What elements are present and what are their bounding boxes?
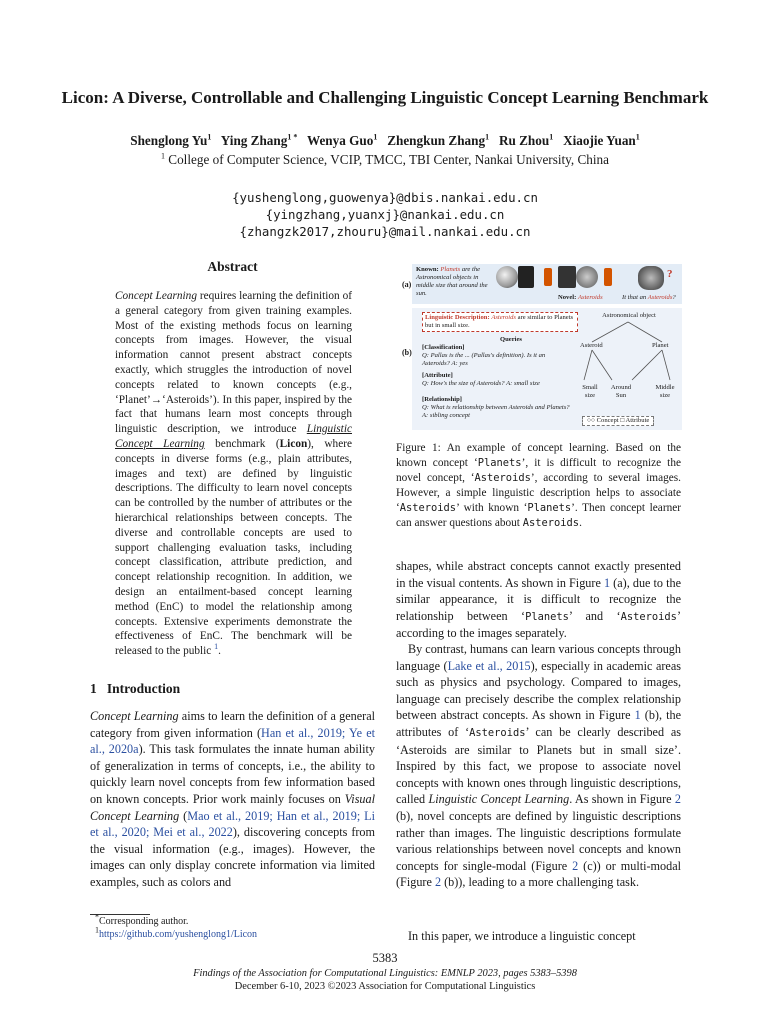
footnote-link[interactable]: 1 <box>214 642 219 652</box>
body-text: (b), the attributes of ‘ <box>396 708 681 739</box>
citation-link[interactable]: Lake et al., 2015 <box>447 658 531 673</box>
caption-text: ’, according to several images. However, a simple linguistic description helps to associate ‘ <box>396 472 681 514</box>
intro-text: ), discovering concepts from the visual information (e.g., images). However, the images can only display concrete information via limited examples, such as colors and <box>90 825 376 889</box>
queries-heading: Queries <box>500 336 522 343</box>
author-name: Ying Zhang <box>220 133 288 148</box>
footnote-mark: 1 <box>95 925 99 935</box>
known-description <box>416 266 496 298</box>
tree-leaf: Around Sun <box>610 384 632 399</box>
body-text: shapes, while abstract concepts cannot exactly presented in the visual contents. As shown in Figure <box>396 559 681 590</box>
author-sup: 1 <box>485 132 490 142</box>
question-text <box>622 294 676 302</box>
body-text: (c)) or multi-modal (Figure <box>396 858 681 890</box>
affiliation <box>40 152 730 168</box>
intro-text: ). This task formulates the innate human ability of generalization in terms of concepts, i.e., the ability to quickly learn novel concepts from few information based on known concepts. Prior work mainly focuses on <box>90 742 375 806</box>
author-name: Xiaojie Yuan <box>563 133 636 148</box>
planet-image-2 <box>518 266 534 288</box>
caption-code: Asteroids <box>474 472 531 484</box>
panel-a <box>412 264 682 304</box>
known-concept: Planets <box>440 266 461 273</box>
section-title: Introduction <box>106 681 181 696</box>
legend-concept: Concept <box>596 417 619 424</box>
panel-a-label: (a) <box>402 280 412 289</box>
author-name: Zhengkun Zhang <box>387 133 486 148</box>
legend-attribute: Attribute <box>625 417 650 424</box>
panel-b <box>412 308 682 430</box>
linguistic-description-box <box>422 312 578 332</box>
ld-label: Linguistic Description: <box>425 314 490 321</box>
footnote-2 <box>90 925 375 941</box>
abstract-text: benchmark ( <box>215 437 280 450</box>
asteroid-image-1 <box>558 266 576 288</box>
author-sup: 1 <box>373 132 378 142</box>
intro-paragraph <box>90 708 375 891</box>
caption-text: ’, it is difficult to recognize the novel concept, ‘ <box>396 457 681 484</box>
ld-text: are similar to Planets but in small size. <box>425 314 574 329</box>
abstract-lead: Concept Learning <box>115 290 197 302</box>
query-attr-head: [Attribute] <box>422 372 453 379</box>
ld-concept: Asteroids <box>491 314 516 321</box>
asteroid-image-2 <box>576 266 598 288</box>
query-attr-text: Q: How's the size of Asteroids? A: small size <box>422 380 540 387</box>
figure-ref-link[interactable]: 2 <box>434 875 442 890</box>
citation-link[interactable]: Han et al., 2019; Ye et al., 2020a <box>90 725 375 757</box>
novel-concept: Asteroids <box>577 294 603 301</box>
footer-date: December 6-10, 2023 ©2023 Association for Computational Linguistics <box>234 981 536 992</box>
author-sup: 1 <box>549 132 554 142</box>
query-rel-text: Q: What is relationship between Asteroids and Planets? A: sibling concept <box>422 404 570 419</box>
planet-image-1 <box>496 266 518 288</box>
abstract-text: requires learning the definition of a general category from given training examples. Most of the existing methods focus on learning concepts from images. However, the visual information cannot present abstract concepts exactly, which struggles the introduction of novel concepts related to known concepts (e.g., ‘Planet’→‘Asteroids’). In this paper, inspired by the fact that humans learn most concepts through linguistic description, we introduce <box>115 290 352 436</box>
query-class-head: [Classification] <box>422 344 465 351</box>
tree-node-planet: Planet <box>652 342 669 349</box>
figure-caption <box>396 441 681 531</box>
body-code: Planets <box>525 610 569 623</box>
query-class-text: Q: Pallas is the ... (Pallas's definition). Is it an Asteroids? A: yes <box>422 352 546 367</box>
body-text: (a), due to the similar appearance, it is difficult to recognize the relationship between ‘ <box>396 575 682 623</box>
novel-bold: Novel: <box>558 294 577 301</box>
section-heading <box>90 681 180 697</box>
body-text: ’ can be clearly described as ‘Asteroids are similar to Planets but in small size’. Inspired by this fact, we propose to associate novel concepts with known ones through linguistic descriptions, called <box>396 724 681 807</box>
author-list <box>40 133 730 149</box>
footnote-1 <box>90 912 375 928</box>
caption-text: . <box>579 517 582 529</box>
abstract-end: . <box>218 645 221 658</box>
paper-title: Licon: A Diverse, Controllable and Challenging Linguistic Concept Learning Benchmark <box>61 88 709 107</box>
author-name: Shenglong Yu <box>130 133 208 148</box>
abstract-text: ), where concepts in diverse forms (e.g., plain attributes, images and text) are defined by linguistic descriptions. The difficulty to learn novel concepts can be controlled by the number of attributes or the hierarchical relationships between concepts. The diverse and controllable concepts are used to support challenging evaluation tasks, including concept classification, attribute prediction, and concept relationship recognition. In addition, we design an entailment-based concept learning method (EnC) to model the relationship among concepts. Extensive experiments demonstrate the effectiveness of EnC. The benchmark will be released to the public <box>115 437 352 658</box>
body-text: (b)), leading to a more challenging task. <box>444 875 640 890</box>
citation-link[interactable]: Mao et al., 2019; Han et al., 2019; Li et al., 2020; Mei et al., 2022 <box>90 808 376 840</box>
caption-code: Asteroids <box>522 517 580 529</box>
arrow-icon <box>604 268 612 286</box>
figure-ref-link[interactable]: 2 <box>674 792 682 807</box>
abstract-licon: Licon <box>279 437 308 450</box>
caption-code: Asteroids <box>399 502 457 514</box>
caption-text: ’. Then concept learner can answer questions about <box>396 502 682 529</box>
body-text: . As shown in Figure <box>569 792 672 807</box>
author-name: Wenya Guo <box>306 133 374 148</box>
intro-text: aims to learn the definition of a general category from given information ( <box>90 709 376 740</box>
tree-leaf: Small size <box>582 384 598 399</box>
tree-legend: ○○ Concept □ Attribute <box>582 416 654 426</box>
concept-tree-lines <box>572 320 682 390</box>
figure-1 <box>394 262 683 432</box>
query-image <box>638 266 664 290</box>
figure-ref-link[interactable]: 1 <box>603 575 611 590</box>
body-code: Asteroids <box>620 610 677 623</box>
novel-label <box>558 294 603 302</box>
question-mark-icon: ? <box>667 268 673 280</box>
body-emphasis: Linguistic Concept Learning <box>428 792 570 807</box>
author-name: Ru Zhou <box>498 133 550 148</box>
intro-text: ( <box>183 808 188 823</box>
tree-leaf: Middle size <box>655 384 675 399</box>
tree-root: Astronomical object <box>602 312 656 319</box>
body-text: ’ and ‘ <box>568 608 621 623</box>
affiliation-sup: 1 <box>160 151 165 161</box>
known-text: are the Astronomical objects in middle size that around the sun. <box>416 266 488 297</box>
body-text: ), especially in academic areas such as physics and psychology. Compared to images, language can precisely describe the complex relationship between abstract concepts. As shown in Figure <box>396 658 681 723</box>
caption-code: Planets <box>477 457 522 469</box>
page-number: 5383 <box>372 951 398 965</box>
caption-text: Figure 1: An example of concept learning. Based on the known concept ‘ <box>396 442 681 469</box>
abstract-body <box>115 289 352 659</box>
email-block <box>150 189 620 240</box>
author-sup: 1 <box>207 132 212 142</box>
author-sup: 1 * <box>287 132 298 142</box>
email-line: {zhangzk2017,zhouru}@mail.nankai.edu.cn <box>239 224 531 239</box>
caption-code: Planets <box>527 502 572 514</box>
abstract-heading: Abstract <box>207 259 258 274</box>
figure-ref-link[interactable]: 2 <box>572 858 579 873</box>
panel-b-label: (b) <box>402 348 412 357</box>
footnote-mark: * <box>95 912 99 922</box>
right-paragraph-1 <box>396 558 681 642</box>
known-label: Known: <box>416 266 439 273</box>
query-rel-head: [Relationship] <box>422 396 462 403</box>
tree-node-asteroid: Asteroid <box>580 342 603 349</box>
query-classification <box>422 344 572 368</box>
arrow-icon <box>544 268 552 286</box>
right-paragraph-2 <box>396 641 681 891</box>
body-text: In this paper, we introduce a linguistic concept <box>408 929 636 943</box>
email-line: {yingzhang,yuanxj}@nankai.edu.cn <box>265 207 505 222</box>
right-paragraph-3 <box>396 928 681 945</box>
intro-emphasis: Visual Concept Learning <box>90 791 376 823</box>
affiliation-text: College of Computer Science, VCIP, TMCC, TBI Center, Nankai University, China <box>168 152 609 167</box>
intro-lead: Concept Learning <box>90 709 179 723</box>
body-text: By contrast, humans can learn various concepts through language ( <box>396 642 681 673</box>
footnote-url-link[interactable]: https://github.com/yushenglong1/Licon <box>99 929 258 940</box>
body-code: Asteroids <box>469 726 526 739</box>
email-line: {yushenglong,guowenya}@dbis.nankai.edu.cn <box>232 190 538 205</box>
body-text: (b), novel concepts are defined by linguistic descriptions rather than images. The linguistic descriptions formulate various relationships between novel concepts and known concepts for single-modal (Figure <box>396 808 681 873</box>
author-sup: 1 <box>635 132 640 142</box>
section-number: 1 <box>90 681 97 696</box>
abstract-benchmark-name: Linguistic Concept Learning <box>115 423 352 450</box>
question-end: ? <box>672 294 676 301</box>
body-text: ’ according to the images separately. <box>396 608 681 641</box>
query-relationship <box>422 396 572 420</box>
figure-ref-link[interactable]: 1 <box>634 708 641 723</box>
footer-venue: Findings of the Association for Computational Linguistics: EMNLP 2023, pages 5383–5398 <box>193 968 577 979</box>
question-prefix: It that an <box>622 294 647 301</box>
query-attribute <box>422 372 572 388</box>
footnote-text: Corresponding author. <box>99 916 189 927</box>
page-footer <box>0 967 770 993</box>
question-concept: Asteroids <box>647 294 673 301</box>
caption-text: ’ with known ‘ <box>456 502 528 514</box>
